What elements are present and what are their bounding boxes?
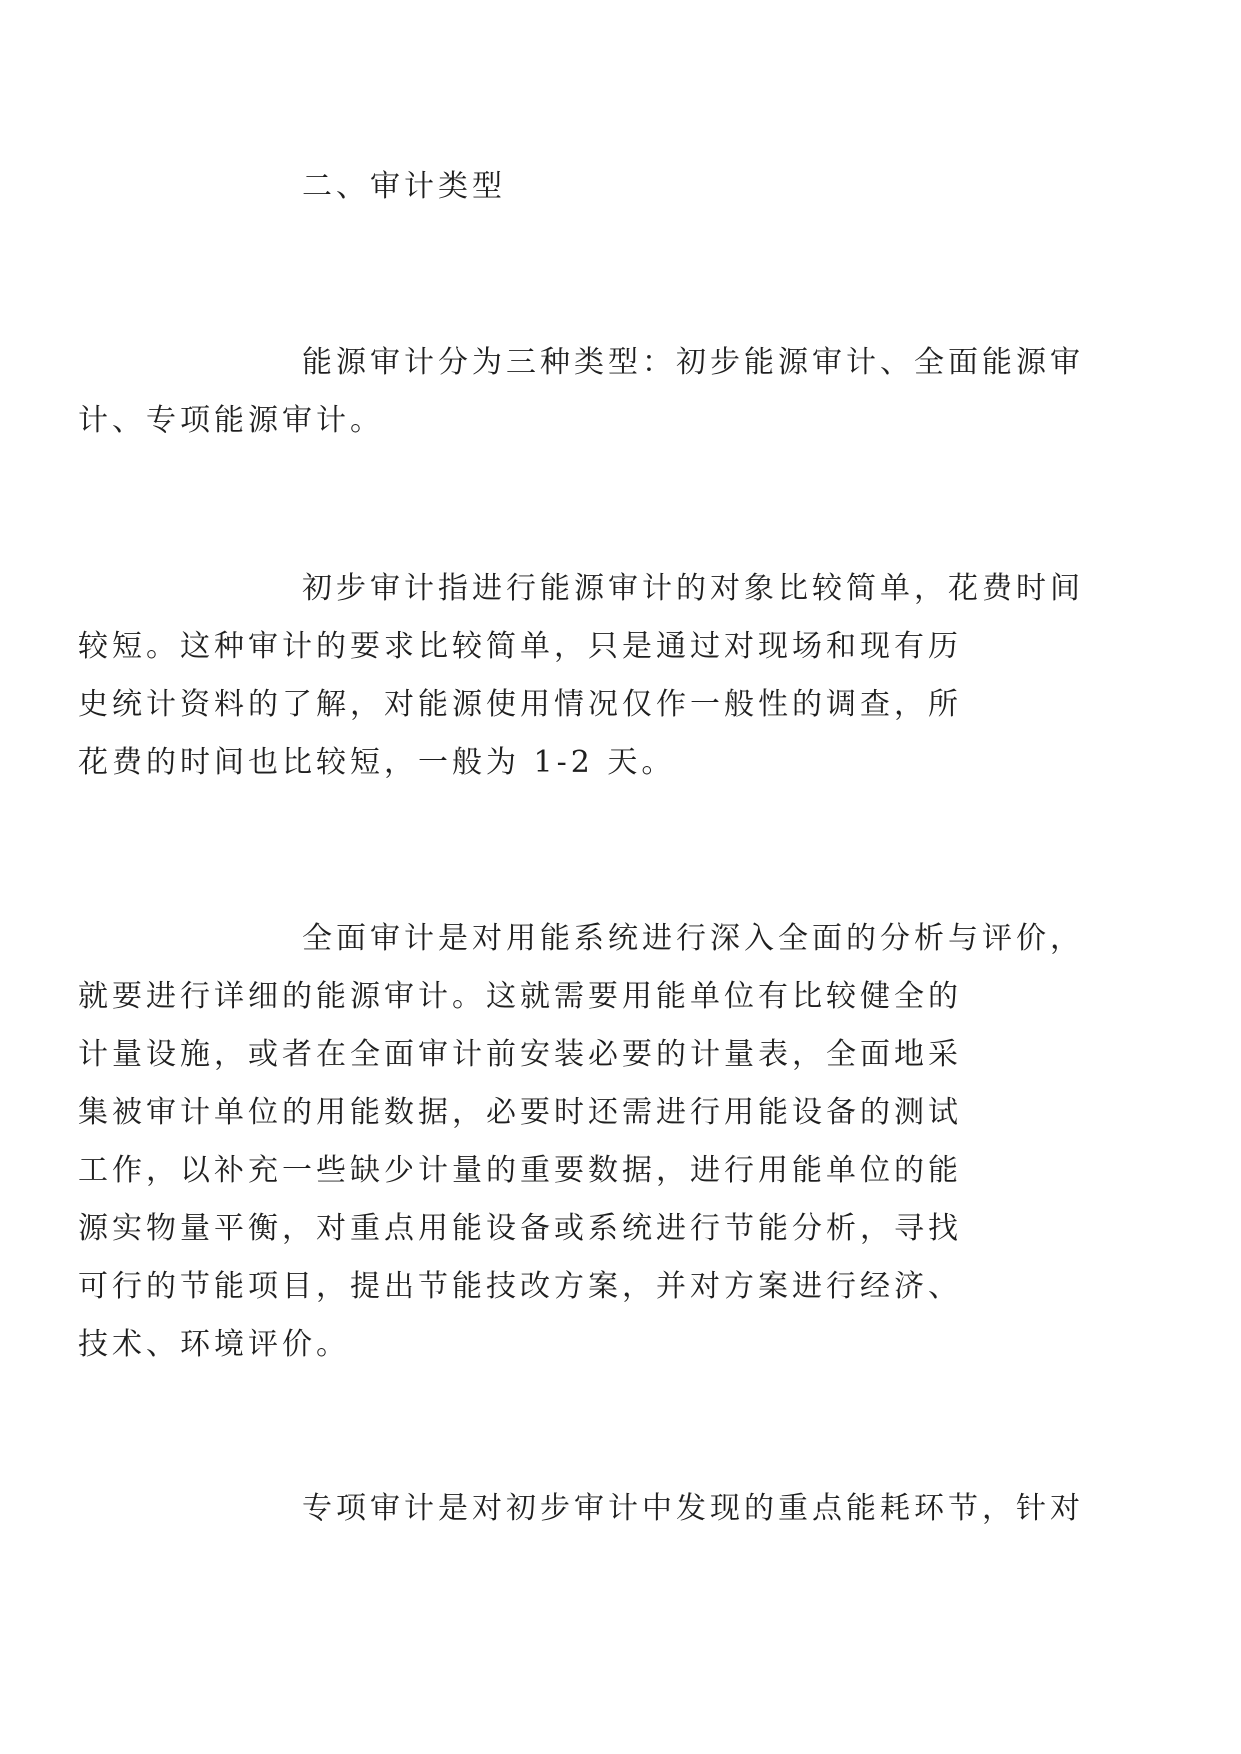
paragraph-line: 可行的节能项目，提出节能技改方案，并对方案进行经济、 (78, 1269, 962, 1304)
paragraph-comprehensive-audit (78, 910, 1084, 1374)
paragraph-line: 集被审计单位的用能数据，必要时还需进行用能设备的测试 (78, 1095, 962, 1130)
paragraph-line: 能源审计分为三种类型：初步能源审计、全面能源审 (302, 345, 1084, 380)
paragraph-line: 花费的时间也比较短，一般为 1-2 天。 (78, 745, 676, 780)
paragraph-line: 源实物量平衡，对重点用能设备或系统进行节能分析，寻找 (78, 1211, 962, 1246)
paragraph-line: 技术、环境评价。 (78, 1327, 350, 1362)
paragraph-preliminary-audit (78, 560, 1084, 792)
paragraph-line: 史统计资料的了解，对能源使用情况仅作一般性的调查，所 (78, 687, 962, 722)
paragraph-line: 较短。这种审计的要求比较简单，只是通过对现场和现有历 (78, 629, 962, 664)
paragraph-line: 计、专项能源审计。 (78, 403, 384, 438)
paragraph-line: 就要进行详细的能源审计。这就需要用能单位有比较健全的 (78, 979, 962, 1014)
paragraph-line: 计量设施，或者在全面审计前安装必要的计量表，全面地采 (78, 1037, 962, 1072)
paragraph-line: 全面审计是对用能系统进行深入全面的分析与评价， (302, 921, 1084, 956)
paragraph-special-audit (190, 1480, 1084, 1538)
paragraph-line: 工作，以补充一些缺少计量的重要数据，进行用能单位的能 (78, 1153, 962, 1188)
paragraph-line: 初步审计指进行能源审计的对象比较简单，花费时间 (302, 571, 1084, 606)
section-heading: 二、审计类型 (302, 169, 506, 204)
paragraph-line: 专项审计是对初步审计中发现的重点能耗环节，针对 (302, 1491, 1084, 1526)
paragraph-audit-types (78, 334, 1084, 450)
